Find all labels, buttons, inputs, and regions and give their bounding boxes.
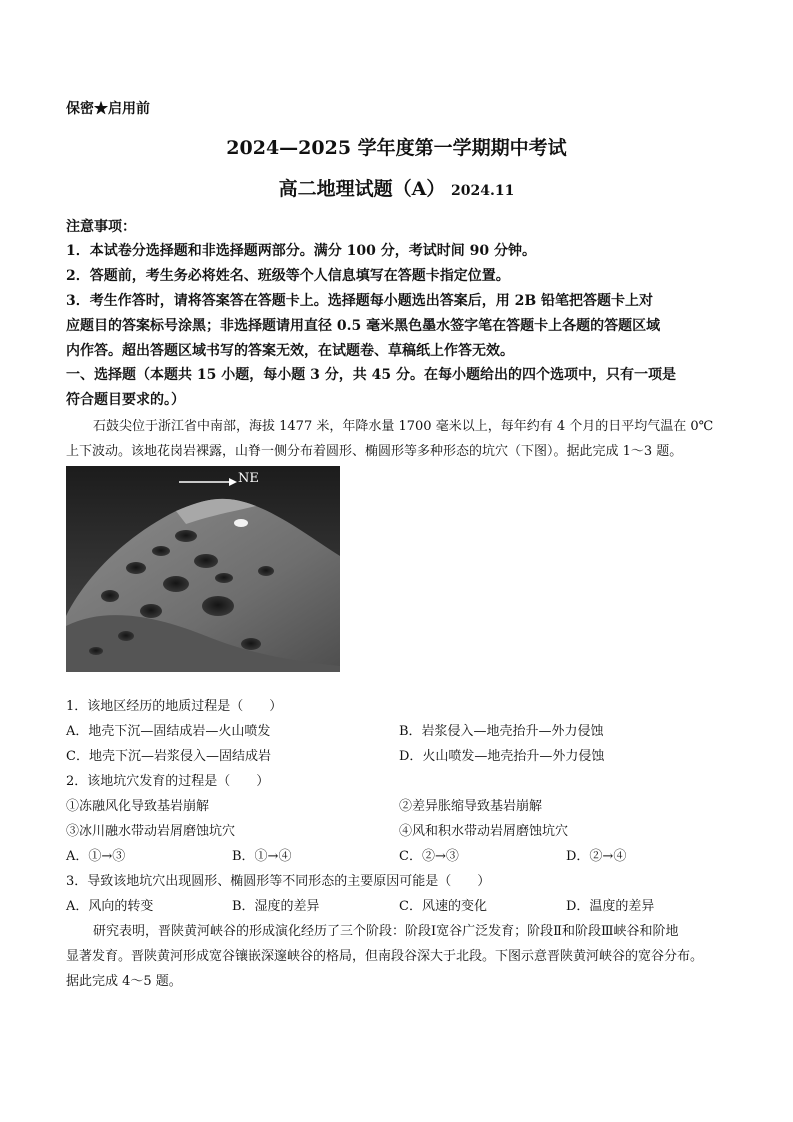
q2-statement-1: ①冻融风化导致基岩崩解 [66,799,210,814]
passage2-line1: 研究表明，晋陕黄河峡谷的形成演化经历了三个阶段：阶段Ⅰ宽谷广泛发育；阶段Ⅱ和阶段Ⅲ峡谷和阶地 [93,924,679,939]
note-item-2: 2．答题前，考生务必将姓名、班级等个人信息填写在答题卡指定位置。 [66,268,510,284]
q2-statement-4: ④风和积水带动岩屑磨蚀坑穴 [399,824,569,839]
passage1-line1: 石鼓尖位于浙江省中南部，海拔 1477 米，年降水量 1700 毫米以上，每年约有 4 个月的日平均气温在 0℃ [93,419,714,434]
exam-subtitle [0,174,793,201]
q1-stem: 1．该地区经历的地质过程是（ ） [66,699,283,714]
passage1-line2: 上下波动。该地花岗岩裸露，山脊一侧分布着圆形、椭圆形等多种形态的坑穴（下图）。据此完成 1～3 题。 [66,444,683,459]
q3-option-c: C．风速的变化 [399,899,487,914]
q2-option-d: D．②→④ [566,849,627,864]
exam-date: 2024.11 [451,183,515,199]
q2-option-c: C．②→③ [399,849,459,864]
q2-option-b: B．①→④ [232,849,292,864]
note-item-3-line3: 内作答。超出答题区域书写的答案无效，在试题卷、草稿纸上作答无效。 [66,343,514,359]
q2-statement-3: ③冰川融水带动岩屑磨蚀坑穴 [66,824,236,839]
q3-stem: 3．导致该地坑穴出现圆形、椭圆形等不同形态的主要原因可能是（ ） [66,874,491,889]
q2-statement-2: ②差异胀缩导致基岩崩解 [399,799,543,814]
q3-option-b: B．湿度的差异 [232,899,320,914]
passage2-line3: 据此完成 4～5 题。 [66,974,182,989]
q1-option-b: B．岩浆侵入—地壳抬升—外力侵蚀 [399,724,604,739]
q3-option-d: D．温度的差异 [566,899,655,914]
q2-stem: 2．该地坑穴发育的过程是（ ） [66,774,270,789]
q2-option-a: A．①→③ [66,849,126,864]
q1-option-d: D．火山喷发—地壳抬升—外力侵蚀 [399,749,605,764]
subject-title: 高二地理试题（A） [278,178,446,200]
q3-option-a: A．风向的转变 [66,899,154,914]
exam-title: 2024—2025 学年度第一学期期中考试 [226,137,567,159]
q1-option-a: A．地壳下沉—固结成岩—火山喷发 [66,724,271,739]
confidential-label: 保密★启用前 [66,101,150,117]
notes-heading: 注意事项： [66,219,136,235]
note-item-3-line1: 3．考生作答时，请将答案答在答题卡上。选择题每小题选出答案后，用 2B 铅笔把答题卡上对 [66,293,654,309]
passage2-line2: 显著发育。晋陕黄河形成宽谷镶嵌深邃峡谷的格局，但南段谷深大于北段。下图示意晋陕黄河峡谷的宽谷分布。 [66,949,704,964]
note-item-1: 1．本试卷分选择题和非选择题两部分。满分 100 分，考试时间 90 分钟。 [66,243,536,259]
section-heading-line1: 一、选择题（本题共 15 小题，每小题 3 分，共 45 分。在每小题给出的四个选项中，只有一项是 [66,367,676,383]
section-heading-line2: 符合题目要求的。） [66,392,185,408]
granite-pits-photo [66,466,340,672]
note-item-3-line2: 应题目的答案标号涂黑；非选择题请用直径 0.5 毫米黑色墨水签字笔在答题卡上各题的答题区域 [66,318,661,334]
direction-label: NE [238,471,259,486]
q1-option-c: C．地壳下沉—岩浆侵入—固结成岩 [66,749,271,764]
